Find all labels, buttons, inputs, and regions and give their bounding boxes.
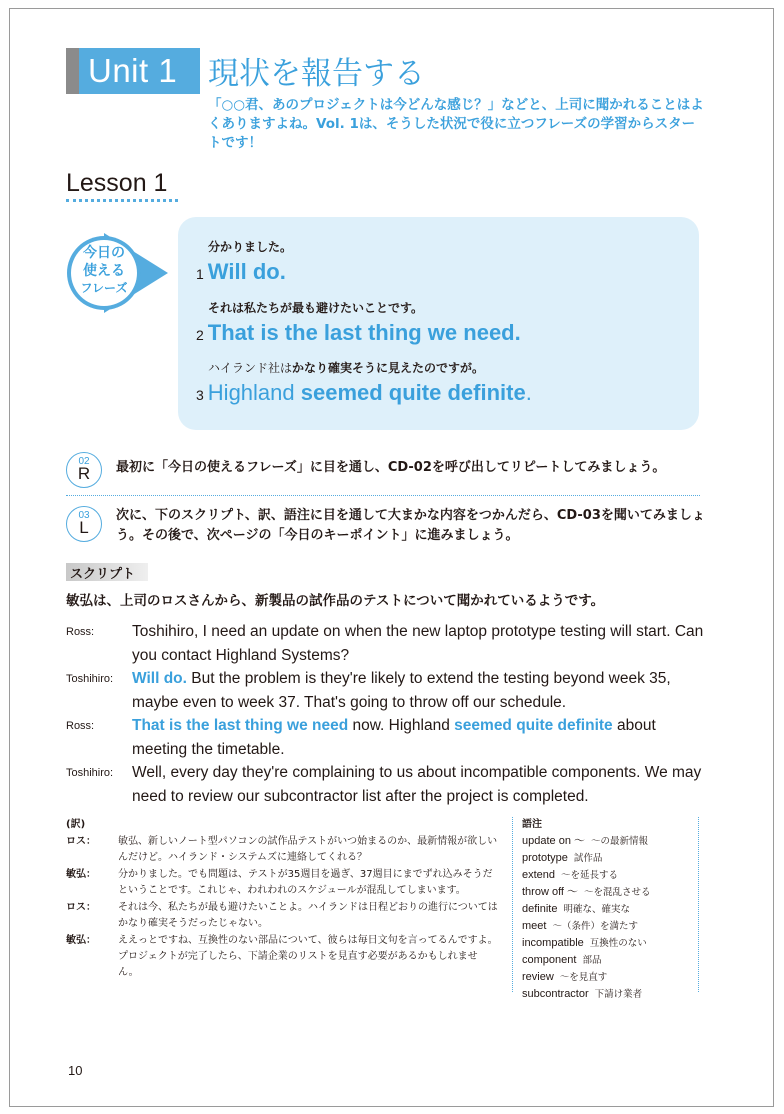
step-2-text: 次に、下のスクリプト、訳、語注に目を通して大まかな内容をつかんだら、CD-03を聞いてみましょう。その後で、次ページの「今日のキーポイント」に進みましょう。 xyxy=(116,508,705,543)
turn-text: now. Highland xyxy=(348,717,455,734)
vocab-item xyxy=(522,850,651,867)
phrase-2-jp: それは私たちが最も避けたいことです。 xyxy=(208,301,424,315)
translation-speaker: ロス： xyxy=(66,902,96,913)
vocab-meaning: 明確な、確実な xyxy=(563,904,630,915)
badge-line-1: 今日の xyxy=(83,245,125,261)
vocab-meaning: ～を見直す xyxy=(559,972,608,983)
phrase-3-num: 3 xyxy=(196,387,204,403)
translation-row xyxy=(66,900,498,932)
vocab-label: 語注 xyxy=(522,819,542,830)
vocab-item xyxy=(522,952,651,969)
todays-phrases-badge-icon xyxy=(64,229,170,317)
vocab-word: update on ～ xyxy=(522,835,585,847)
vocab-list xyxy=(522,817,651,1003)
cd-track-icon xyxy=(66,506,102,542)
vocab-meaning: ～の最新情報 xyxy=(591,836,649,847)
unit-title: 現状を報告する xyxy=(208,56,425,92)
phrase-3-en-prefix: Highland xyxy=(207,380,301,405)
dialog-turn xyxy=(66,667,706,714)
key-phrase-highlight: That is the last thing we need xyxy=(132,717,349,734)
dialog-turn xyxy=(66,761,706,808)
speaker-name: Ross: xyxy=(66,626,95,638)
script-label: スクリプト xyxy=(70,567,136,582)
phrase-3-jp xyxy=(208,359,532,376)
vocab-meaning: 下請け業者 xyxy=(594,989,643,1000)
badge-line-2: 使える xyxy=(83,263,125,279)
dialog xyxy=(66,620,706,808)
translation-row xyxy=(66,933,498,981)
turn-text: But the problem is they're likely to extend the testing beyond week 35, maybe even to week 37. That's going to throw off our schedule. xyxy=(132,670,671,711)
turn-line xyxy=(132,761,706,808)
phrase-3-jp-prefix: ハイランド社は xyxy=(208,361,293,375)
translation-speaker: 敏弘： xyxy=(66,869,96,880)
turn-line xyxy=(132,714,706,761)
translation-speaker: ロス： xyxy=(66,836,96,847)
speaker-name: Toshihiro: xyxy=(66,767,114,779)
vocab-word: component xyxy=(522,954,577,966)
translation-row xyxy=(66,834,498,866)
page-number: 10 xyxy=(68,1063,83,1078)
script-situation: 敏弘は、上司のロスさんから、新製品の試作品のテストについて聞かれているようです。 xyxy=(66,593,605,609)
dialog-turn xyxy=(66,620,706,667)
dialog-turn xyxy=(66,714,706,761)
unit-intro: 「○○君、あのプロジェクトは今どんな感じ？」などと、上司に聞かれることはよくありますよね。Vol. 1は、そうした状況で役に立つフレーズの学習からスタートです！ xyxy=(208,97,704,151)
vocab-word: throw off ～ xyxy=(522,886,579,898)
phrase-1 xyxy=(196,238,292,285)
phrase-3-jp-text: かなり確実そうに見えたのですが。 xyxy=(292,361,485,375)
vocab-word: definite xyxy=(522,903,558,915)
vocab-word: meet xyxy=(522,920,547,932)
vocab-meaning: ～を延長する xyxy=(561,870,619,881)
vocab-meaning: 部品 xyxy=(582,955,602,966)
divider xyxy=(66,495,700,496)
turn-text: Well, every day they're complaining to us about incompatible components. We may need to review our subcontractor list after the project is completed. xyxy=(132,764,702,805)
translation-text: それは今、私たちが最も避けたいことよ。ハイランドは日程どおりの進行についてはかなり確実そうだったじゃない。 xyxy=(118,902,498,929)
step-repeat xyxy=(66,452,706,492)
turn-line xyxy=(132,667,706,714)
translation-text: ええっとですね、互換性のない部品について、彼らは毎日文句を言ってるんですよ。プロジェクトが完了したら、下請企業のリストを見直す必要があるかもしれません。 xyxy=(118,935,498,978)
key-phrase-highlight: seemed quite definite xyxy=(454,717,613,734)
speaker-name: Ross: xyxy=(66,720,95,732)
phrase-1-en-text: Will do. xyxy=(207,259,286,284)
vocab-word: extend xyxy=(522,869,556,881)
vocab-word: subcontractor xyxy=(522,988,589,1000)
vocab-item xyxy=(522,918,651,935)
lesson-underline xyxy=(66,199,178,202)
turn-text: about meeting the timetable. xyxy=(132,717,656,758)
phrase-2-num: 2 xyxy=(196,327,204,343)
vocab-word: prototype xyxy=(522,852,568,864)
phrase-1-jp: 分かりました。 xyxy=(208,240,293,254)
unit-tab xyxy=(66,48,200,94)
phrase-2 xyxy=(196,299,521,346)
phrase-1-num: 1 xyxy=(196,266,204,282)
vocab-item xyxy=(522,833,651,850)
turn-line xyxy=(132,620,706,667)
vocab-word: incompatible xyxy=(522,937,584,949)
speaker-name: Toshihiro: xyxy=(66,673,114,685)
phrase-3 xyxy=(196,359,532,406)
phrase-3-en xyxy=(196,380,532,406)
step-1-text: 最初に「今日の使えるフレーズ」に目を通し、CD-02を呼び出してリピートしてみましょう。 xyxy=(116,460,666,475)
phrase-2-en-text: That is the last thing we need. xyxy=(207,320,521,345)
unit-label: Unit 1 xyxy=(88,52,178,89)
vocab-item xyxy=(522,884,651,901)
lesson-heading: Lesson 1 xyxy=(66,169,168,197)
vocab-item xyxy=(522,867,651,884)
unit-tab-bar xyxy=(66,48,79,94)
translation-text: 敏弘、新しいノート型パソコンの試作品テストがいつ始まるのか、最新情報が欲しいんだけど。ハイランド・システムズに連絡してくれる？ xyxy=(118,836,498,863)
vocab-item xyxy=(522,969,651,986)
key-phrase-highlight: Will do. xyxy=(132,670,187,687)
step-1-letter: R xyxy=(77,464,91,483)
step-2-letter: L xyxy=(79,518,89,537)
phrase-2-en xyxy=(196,320,521,346)
script-label-tag xyxy=(66,563,148,581)
phrase-3-en-text: seemed quite definite xyxy=(300,380,526,405)
cd-track-icon xyxy=(66,452,102,488)
vocab-word: review xyxy=(522,971,554,983)
step-1-cd: 02 xyxy=(78,456,90,467)
vocab-meaning: ～（条件）を満たす xyxy=(552,921,638,932)
turn-text: Toshihiro, I need an update on when the new laptop prototype testing will start. Can you contact Highland Systems? xyxy=(132,623,704,664)
vocab-item xyxy=(522,901,651,918)
vocab-meaning: 試作品 xyxy=(573,853,603,864)
vocab-item xyxy=(522,986,651,1003)
translation-text: 分かりました。でも問題は、テストが35週目を過ぎ、37週目にまでずれ込みそうだということです。これじゃ、われわれのスケジュールが混乱してしまいます。 xyxy=(118,869,493,896)
step-2-cd: 03 xyxy=(78,510,90,521)
vocab-item xyxy=(522,935,651,952)
translation-row xyxy=(66,867,498,899)
translation-label: (訳) xyxy=(66,819,86,830)
step-listen xyxy=(66,506,706,554)
vocab-meaning: ～を混乱させる xyxy=(584,887,651,898)
vocab-meaning: 互換性のない xyxy=(589,938,647,949)
translation xyxy=(66,817,498,982)
phrase-3-en-suffix: . xyxy=(525,380,532,405)
translation-speaker: 敏弘： xyxy=(66,935,96,946)
phrase-1-en xyxy=(196,259,292,285)
badge-line-3: フレーズ xyxy=(80,281,128,295)
